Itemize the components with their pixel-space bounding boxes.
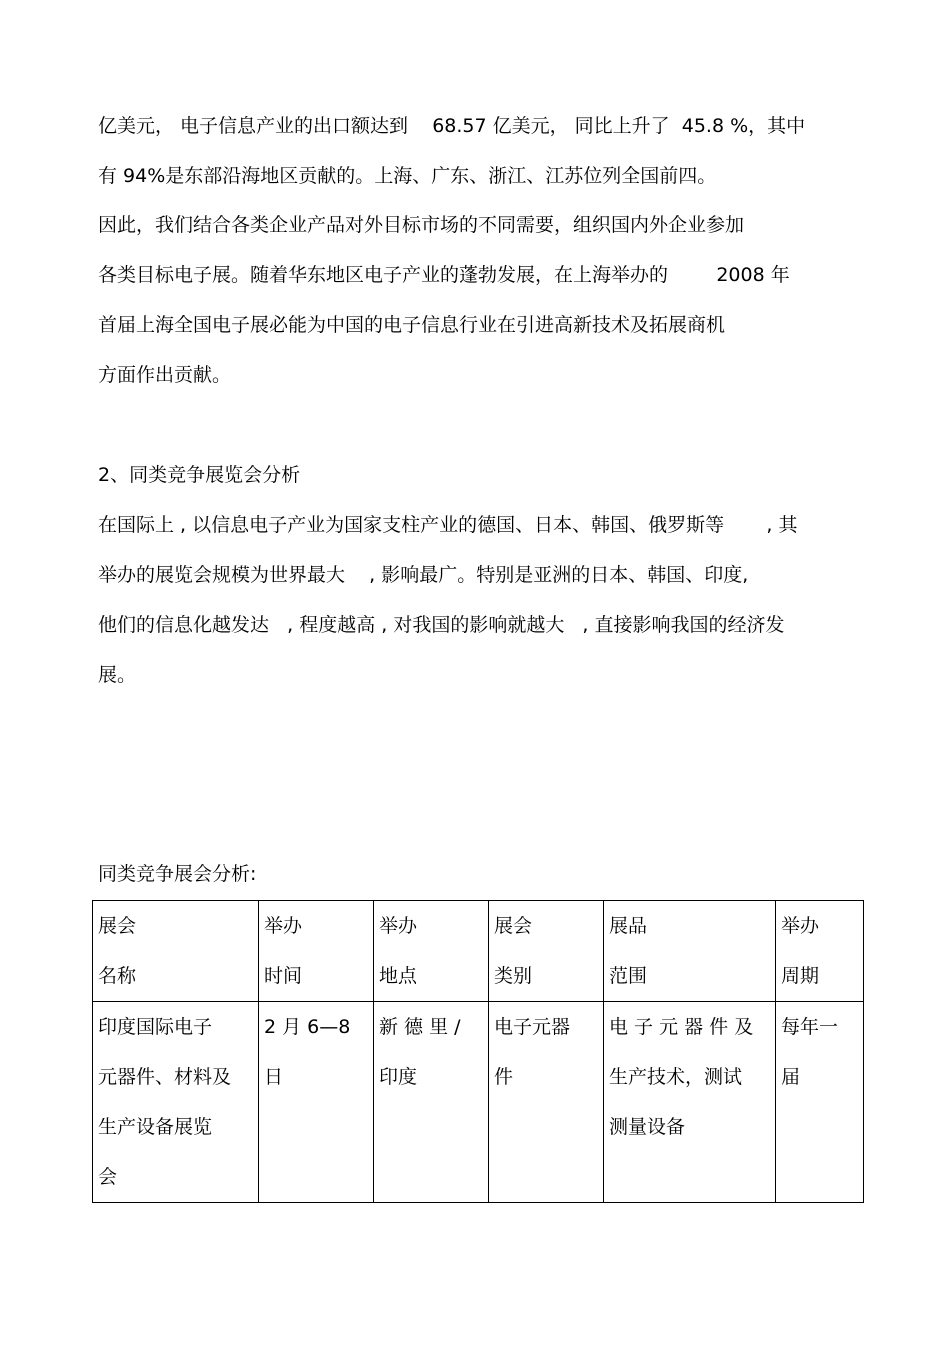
header-text: 周期: [781, 965, 820, 987]
table-header-row: [93, 901, 864, 1002]
cell-text: 电子元器: [494, 1016, 571, 1038]
cell-text: 会: [98, 1166, 118, 1188]
section-heading: 2、同类竞争展览会分析: [98, 464, 301, 486]
paragraph-line: 首届上海全国电子展必能为中国的电子信息行业在引进高新技术及拓展商机: [98, 314, 726, 336]
table-row: [93, 1002, 864, 1203]
cell-exhibition-name: [93, 1002, 259, 1203]
cell-text: 生产技术，测试: [609, 1066, 743, 1088]
header-text: 展会: [98, 915, 137, 937]
paragraph-line: 方面作出贡献。: [98, 364, 232, 386]
cell-text: 每年一: [781, 1016, 839, 1038]
header-text: 时间: [264, 965, 303, 987]
cell-text: 生产设备展览: [98, 1116, 213, 1138]
cell-text: 新 德 里 /: [379, 1016, 461, 1038]
paragraph-line: 有 94%是东部沿海地区贡献的。上海、广东、浙江、江苏位列全国前四。: [98, 165, 717, 187]
paragraph-line: 在国际上 , 以信息电子产业为国家支柱产业的德国、日本、韩国、俄罗斯等 , 其: [98, 514, 798, 536]
cell-exhibition-time: [259, 1002, 374, 1203]
competitor-exhibition-table: [92, 900, 864, 1203]
header-text: 展品: [609, 915, 648, 937]
paragraph-line: 各类目标电子展。随着华东地区电子产业的蓬勃发展，在上海举办的 2008 年: [98, 264, 790, 286]
cell-text: 元器件、材料及: [98, 1066, 232, 1088]
header-text: 举办: [264, 915, 303, 937]
cell-text: 日: [264, 1066, 284, 1088]
header-cell-name: [93, 901, 259, 1002]
paragraph-line: 举办的展览会规模为世界最大 , 影响最广。特别是亚洲的日本、韩国、印度,: [98, 564, 749, 586]
cell-text: 印度: [379, 1066, 418, 1088]
header-cell-cycle: [776, 901, 864, 1002]
cell-text: 印度国际电子: [98, 1016, 213, 1038]
paragraph-line: 亿美元， 电子信息产业的出口额达到 68.57 亿美元， 同比上升了 45.8 %，其中: [98, 115, 806, 137]
cell-text: 2 月 6—8: [264, 1016, 351, 1038]
header-cell-location: [374, 901, 489, 1002]
header-text: 举办: [379, 915, 418, 937]
header-text: 范围: [609, 965, 648, 987]
paragraph-line: 因此，我们结合各类企业产品对外目标市场的不同需要，组织国内外企业参加: [98, 214, 745, 236]
header-cell-category: [489, 901, 604, 1002]
cell-text: 届: [781, 1066, 801, 1088]
table-caption: 同类竞争展会分析:: [98, 863, 257, 885]
header-text: 名称: [98, 965, 137, 987]
header-text: 地点: [379, 965, 418, 987]
cell-exhibition-scope: [604, 1002, 776, 1203]
cell-text: 电 子 元 器 件 及: [609, 1016, 754, 1038]
cell-exhibition-location: [374, 1002, 489, 1203]
paragraph-line: 他们的信息化越发达 , 程度越高 , 对我国的影响就越大 , 直接影响我国的经济发: [98, 614, 785, 636]
cell-exhibition-cycle: [776, 1002, 864, 1203]
header-text: 展会: [494, 915, 533, 937]
cell-text: 测量设备: [609, 1116, 686, 1138]
cell-exhibition-category: [489, 1002, 604, 1203]
header-text: 类别: [494, 965, 533, 987]
header-cell-time: [259, 901, 374, 1002]
paragraph-line: 展。: [98, 664, 137, 686]
cell-text: 件: [494, 1066, 514, 1088]
header-text: 举办: [781, 915, 820, 937]
header-cell-scope: [604, 901, 776, 1002]
